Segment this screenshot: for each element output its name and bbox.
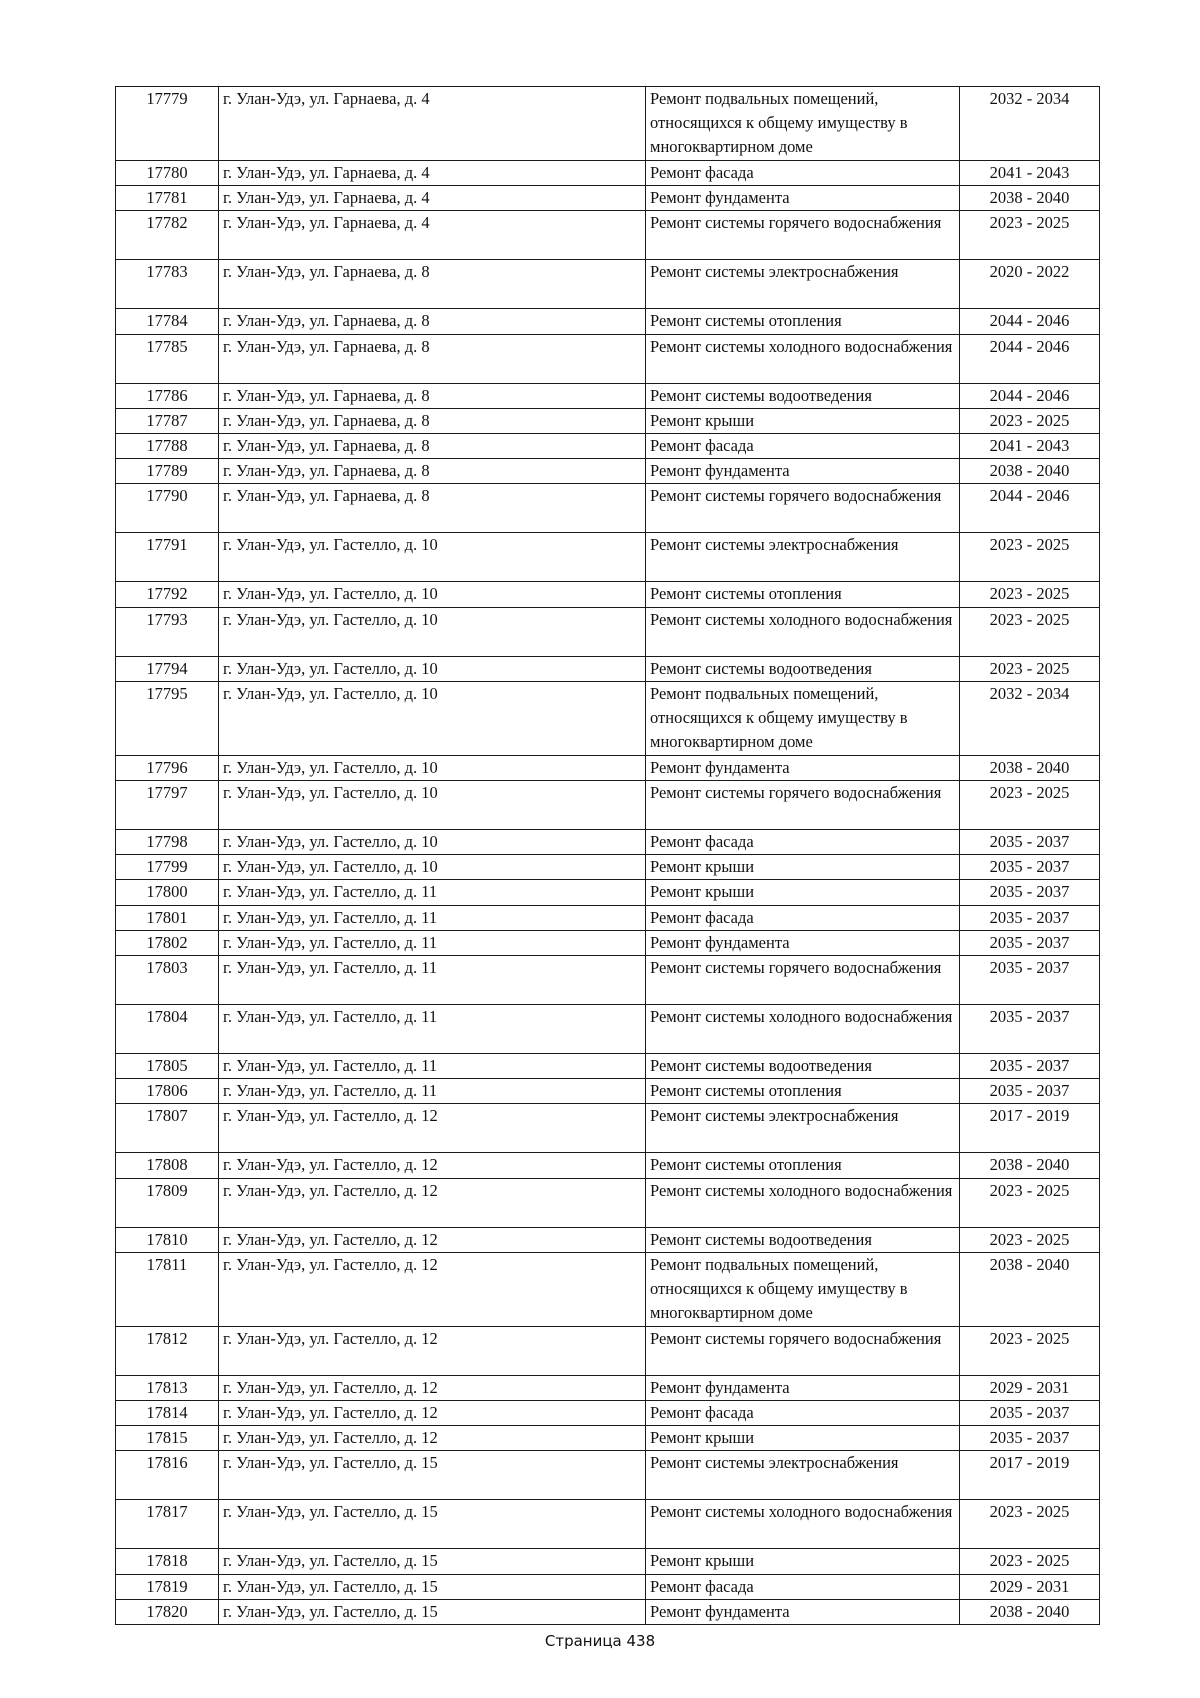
period-cell: 2023 - 2025 xyxy=(960,607,1100,656)
table-row xyxy=(116,186,1100,211)
row-number: 17786 xyxy=(116,383,219,408)
address-cell: г. Улан-Удэ, ул. Гарнаева, д. 8 xyxy=(219,309,646,334)
row-number: 17790 xyxy=(116,484,219,533)
row-number: 17801 xyxy=(116,905,219,930)
work-type-cell: Ремонт подвальных помещений, относящихся к общему имуществу в многоквартирном доме xyxy=(646,1252,960,1326)
period-cell: 2041 - 2043 xyxy=(960,434,1100,459)
work-type-cell: Ремонт системы водоотведения xyxy=(646,383,960,408)
work-type-cell: Ремонт системы отопления xyxy=(646,582,960,607)
period-cell: 2020 - 2022 xyxy=(960,260,1100,309)
row-number: 17799 xyxy=(116,855,219,880)
address-cell: г. Улан-Удэ, ул. Гастелло, д. 11 xyxy=(219,905,646,930)
table-row xyxy=(116,1500,1100,1549)
address-cell: г. Улан-Удэ, ул. Гастелло, д. 12 xyxy=(219,1252,646,1326)
table-body xyxy=(116,87,1100,1625)
period-cell: 2044 - 2046 xyxy=(960,484,1100,533)
table-row xyxy=(116,1599,1100,1624)
row-number: 17818 xyxy=(116,1549,219,1574)
table-row xyxy=(116,1401,1100,1426)
table-row xyxy=(116,434,1100,459)
table-row xyxy=(116,1227,1100,1252)
row-number: 17805 xyxy=(116,1054,219,1079)
work-type-cell: Ремонт системы водоотведения xyxy=(646,1054,960,1079)
capital-repair-table xyxy=(115,86,1100,1625)
address-cell: г. Улан-Удэ, ул. Гарнаева, д. 4 xyxy=(219,211,646,260)
table-row xyxy=(116,1451,1100,1500)
table-row xyxy=(116,211,1100,260)
table-row xyxy=(116,905,1100,930)
period-cell: 2035 - 2037 xyxy=(960,1079,1100,1104)
row-number: 17783 xyxy=(116,260,219,309)
work-type-cell: Ремонт крыши xyxy=(646,1549,960,1574)
period-cell: 2023 - 2025 xyxy=(960,1549,1100,1574)
work-type-cell: Ремонт системы электроснабжения xyxy=(646,260,960,309)
period-cell: 2041 - 2043 xyxy=(960,161,1100,186)
page-number: Страница 438 xyxy=(544,1632,656,1650)
period-cell: 2038 - 2040 xyxy=(960,755,1100,780)
row-number: 17798 xyxy=(116,830,219,855)
period-cell: 2032 - 2034 xyxy=(960,87,1100,161)
work-type-cell: Ремонт фасада xyxy=(646,905,960,930)
address-cell: г. Улан-Удэ, ул. Гастелло, д. 15 xyxy=(219,1500,646,1549)
address-cell: г. Улан-Удэ, ул. Гарнаева, д. 8 xyxy=(219,408,646,433)
table-row xyxy=(116,1104,1100,1153)
period-cell: 2038 - 2040 xyxy=(960,1153,1100,1178)
period-cell: 2044 - 2046 xyxy=(960,309,1100,334)
work-type-cell: Ремонт фасада xyxy=(646,1401,960,1426)
table-row xyxy=(116,781,1100,830)
table-row xyxy=(116,484,1100,533)
address-cell: г. Улан-Удэ, ул. Гастелло, д. 11 xyxy=(219,956,646,1005)
work-type-cell: Ремонт фундамента xyxy=(646,186,960,211)
period-cell: 2035 - 2037 xyxy=(960,830,1100,855)
table-row xyxy=(116,87,1100,161)
period-cell: 2038 - 2040 xyxy=(960,459,1100,484)
row-number: 17804 xyxy=(116,1005,219,1054)
address-cell: г. Улан-Удэ, ул. Гастелло, д. 15 xyxy=(219,1574,646,1599)
address-cell: г. Улан-Удэ, ул. Гастелло, д. 12 xyxy=(219,1326,646,1375)
row-number: 17820 xyxy=(116,1599,219,1624)
period-cell: 2038 - 2040 xyxy=(960,1252,1100,1326)
table-row xyxy=(116,1549,1100,1574)
table-row xyxy=(116,830,1100,855)
address-cell: г. Улан-Удэ, ул. Гарнаева, д. 4 xyxy=(219,161,646,186)
table-row xyxy=(116,1326,1100,1375)
period-cell: 2032 - 2034 xyxy=(960,681,1100,755)
row-number: 17787 xyxy=(116,408,219,433)
table-row xyxy=(116,309,1100,334)
period-cell: 2038 - 2040 xyxy=(960,186,1100,211)
row-number: 17809 xyxy=(116,1178,219,1227)
work-type-cell: Ремонт системы горячего водоснабжения xyxy=(646,956,960,1005)
row-number: 17797 xyxy=(116,781,219,830)
row-number: 17782 xyxy=(116,211,219,260)
address-cell: г. Улан-Удэ, ул. Гастелло, д. 10 xyxy=(219,755,646,780)
work-type-cell: Ремонт крыши xyxy=(646,880,960,905)
address-cell: г. Улан-Удэ, ул. Гастелло, д. 10 xyxy=(219,855,646,880)
period-cell: 2023 - 2025 xyxy=(960,1500,1100,1549)
table-row xyxy=(116,582,1100,607)
address-cell: г. Улан-Удэ, ул. Гарнаева, д. 8 xyxy=(219,434,646,459)
address-cell: г. Улан-Удэ, ул. Гастелло, д. 12 xyxy=(219,1153,646,1178)
work-type-cell: Ремонт фасада xyxy=(646,830,960,855)
work-type-cell: Ремонт системы отопления xyxy=(646,1079,960,1104)
table-row xyxy=(116,755,1100,780)
period-cell: 2035 - 2037 xyxy=(960,905,1100,930)
table-row xyxy=(116,681,1100,755)
row-number: 17814 xyxy=(116,1401,219,1426)
address-cell: г. Улан-Удэ, ул. Гастелло, д. 10 xyxy=(219,582,646,607)
work-type-cell: Ремонт системы горячего водоснабжения xyxy=(646,484,960,533)
table-row xyxy=(116,1005,1100,1054)
period-cell: 2023 - 2025 xyxy=(960,1227,1100,1252)
row-number: 17815 xyxy=(116,1426,219,1451)
work-type-cell: Ремонт фасада xyxy=(646,1574,960,1599)
address-cell: г. Улан-Удэ, ул. Гастелло, д. 11 xyxy=(219,930,646,955)
table-row xyxy=(116,1252,1100,1326)
address-cell: г. Улан-Удэ, ул. Гарнаева, д. 8 xyxy=(219,334,646,383)
address-cell: г. Улан-Удэ, ул. Гастелло, д. 11 xyxy=(219,1079,646,1104)
row-number: 17791 xyxy=(116,533,219,582)
address-cell: г. Улан-Удэ, ул. Гастелло, д. 12 xyxy=(219,1178,646,1227)
table-row xyxy=(116,1054,1100,1079)
table-row xyxy=(116,459,1100,484)
address-cell: г. Улан-Удэ, ул. Гастелло, д. 12 xyxy=(219,1375,646,1400)
address-cell: г. Улан-Удэ, ул. Гастелло, д. 12 xyxy=(219,1104,646,1153)
period-cell: 2035 - 2037 xyxy=(960,930,1100,955)
row-number: 17817 xyxy=(116,1500,219,1549)
row-number: 17789 xyxy=(116,459,219,484)
table-row xyxy=(116,260,1100,309)
work-type-cell: Ремонт системы электроснабжения xyxy=(646,533,960,582)
period-cell: 2023 - 2025 xyxy=(960,1326,1100,1375)
table-row xyxy=(116,383,1100,408)
row-number: 17802 xyxy=(116,930,219,955)
period-cell: 2023 - 2025 xyxy=(960,582,1100,607)
work-type-cell: Ремонт системы горячего водоснабжения xyxy=(646,1326,960,1375)
row-number: 17788 xyxy=(116,434,219,459)
row-number: 17806 xyxy=(116,1079,219,1104)
period-cell: 2044 - 2046 xyxy=(960,334,1100,383)
table-row xyxy=(116,930,1100,955)
table-row xyxy=(116,1426,1100,1451)
work-type-cell: Ремонт подвальных помещений, относящихся к общему имуществу в многоквартирном доме xyxy=(646,681,960,755)
row-number: 17813 xyxy=(116,1375,219,1400)
table-row xyxy=(116,1574,1100,1599)
table-row xyxy=(116,334,1100,383)
row-number: 17811 xyxy=(116,1252,219,1326)
period-cell: 2035 - 2037 xyxy=(960,1005,1100,1054)
period-cell: 2038 - 2040 xyxy=(960,1599,1100,1624)
period-cell: 2023 - 2025 xyxy=(960,211,1100,260)
work-type-cell: Ремонт системы холодного водоснабжения xyxy=(646,1500,960,1549)
work-type-cell: Ремонт системы отопления xyxy=(646,1153,960,1178)
row-number: 17800 xyxy=(116,880,219,905)
row-number: 17792 xyxy=(116,582,219,607)
row-number: 17816 xyxy=(116,1451,219,1500)
address-cell: г. Улан-Удэ, ул. Гастелло, д. 11 xyxy=(219,1005,646,1054)
period-cell: 2029 - 2031 xyxy=(960,1375,1100,1400)
address-cell: г. Улан-Удэ, ул. Гастелло, д. 10 xyxy=(219,681,646,755)
work-type-cell: Ремонт фундамента xyxy=(646,459,960,484)
work-type-cell: Ремонт системы водоотведения xyxy=(646,656,960,681)
row-number: 17808 xyxy=(116,1153,219,1178)
row-number: 17819 xyxy=(116,1574,219,1599)
period-cell: 2035 - 2037 xyxy=(960,855,1100,880)
work-type-cell: Ремонт фасада xyxy=(646,434,960,459)
address-cell: г. Улан-Удэ, ул. Гастелло, д. 11 xyxy=(219,1054,646,1079)
address-cell: г. Улан-Удэ, ул. Гастелло, д. 12 xyxy=(219,1426,646,1451)
work-type-cell: Ремонт системы холодного водоснабжения xyxy=(646,607,960,656)
address-cell: г. Улан-Удэ, ул. Гастелло, д. 10 xyxy=(219,781,646,830)
period-cell: 2035 - 2037 xyxy=(960,1401,1100,1426)
row-number: 17781 xyxy=(116,186,219,211)
row-number: 17785 xyxy=(116,334,219,383)
address-cell: г. Улан-Удэ, ул. Гарнаева, д. 4 xyxy=(219,186,646,211)
work-type-cell: Ремонт фундамента xyxy=(646,755,960,780)
table-row xyxy=(116,1178,1100,1227)
table-row xyxy=(116,880,1100,905)
work-type-cell: Ремонт системы холодного водоснабжения xyxy=(646,1005,960,1054)
work-type-cell: Ремонт системы электроснабжения xyxy=(646,1451,960,1500)
document-page xyxy=(115,86,1099,1625)
period-cell: 2035 - 2037 xyxy=(960,880,1100,905)
work-type-cell: Ремонт системы холодного водоснабжения xyxy=(646,1178,960,1227)
work-type-cell: Ремонт крыши xyxy=(646,1426,960,1451)
table-row xyxy=(116,1079,1100,1104)
period-cell: 2035 - 2037 xyxy=(960,1054,1100,1079)
work-type-cell: Ремонт системы электроснабжения xyxy=(646,1104,960,1153)
period-cell: 2023 - 2025 xyxy=(960,656,1100,681)
row-number: 17807 xyxy=(116,1104,219,1153)
work-type-cell: Ремонт фундамента xyxy=(646,1599,960,1624)
address-cell: г. Улан-Удэ, ул. Гастелло, д. 12 xyxy=(219,1227,646,1252)
table-row xyxy=(116,1153,1100,1178)
work-type-cell: Ремонт системы холодного водоснабжения xyxy=(646,334,960,383)
period-cell: 2017 - 2019 xyxy=(960,1104,1100,1153)
work-type-cell: Ремонт крыши xyxy=(646,855,960,880)
period-cell: 2029 - 2031 xyxy=(960,1574,1100,1599)
work-type-cell: Ремонт системы отопления xyxy=(646,309,960,334)
address-cell: г. Улан-Удэ, ул. Гастелло, д. 10 xyxy=(219,533,646,582)
period-cell: 2023 - 2025 xyxy=(960,408,1100,433)
address-cell: г. Улан-Удэ, ул. Гастелло, д. 10 xyxy=(219,830,646,855)
address-cell: г. Улан-Удэ, ул. Гарнаева, д. 4 xyxy=(219,87,646,161)
row-number: 17780 xyxy=(116,161,219,186)
period-cell: 2023 - 2025 xyxy=(960,781,1100,830)
address-cell: г. Улан-Удэ, ул. Гастелло, д. 15 xyxy=(219,1599,646,1624)
address-cell: г. Улан-Удэ, ул. Гастелло, д. 15 xyxy=(219,1549,646,1574)
table-row xyxy=(116,607,1100,656)
work-type-cell: Ремонт фасада xyxy=(646,161,960,186)
address-cell: г. Улан-Удэ, ул. Гастелло, д. 10 xyxy=(219,656,646,681)
row-number: 17784 xyxy=(116,309,219,334)
table-row xyxy=(116,855,1100,880)
table-row xyxy=(116,956,1100,1005)
work-type-cell: Ремонт системы водоотведения xyxy=(646,1227,960,1252)
address-cell: г. Улан-Удэ, ул. Гастелло, д. 15 xyxy=(219,1451,646,1500)
work-type-cell: Ремонт фундамента xyxy=(646,1375,960,1400)
work-type-cell: Ремонт системы горячего водоснабжения xyxy=(646,211,960,260)
address-cell: г. Улан-Удэ, ул. Гастелло, д. 10 xyxy=(219,607,646,656)
address-cell: г. Улан-Удэ, ул. Гарнаева, д. 8 xyxy=(219,383,646,408)
work-type-cell: Ремонт крыши xyxy=(646,408,960,433)
period-cell: 2035 - 2037 xyxy=(960,1426,1100,1451)
work-type-cell: Ремонт системы горячего водоснабжения xyxy=(646,781,960,830)
table-row xyxy=(116,408,1100,433)
address-cell: г. Улан-Удэ, ул. Гарнаева, д. 8 xyxy=(219,260,646,309)
row-number: 17812 xyxy=(116,1326,219,1375)
period-cell: 2044 - 2046 xyxy=(960,383,1100,408)
table-row xyxy=(116,1375,1100,1400)
address-cell: г. Улан-Удэ, ул. Гарнаева, д. 8 xyxy=(219,459,646,484)
period-cell: 2023 - 2025 xyxy=(960,1178,1100,1227)
work-type-cell: Ремонт фундамента xyxy=(646,930,960,955)
table-row xyxy=(116,161,1100,186)
row-number: 17793 xyxy=(116,607,219,656)
address-cell: г. Улан-Удэ, ул. Гарнаева, д. 8 xyxy=(219,484,646,533)
address-cell: г. Улан-Удэ, ул. Гастелло, д. 11 xyxy=(219,880,646,905)
table-row xyxy=(116,533,1100,582)
work-type-cell: Ремонт подвальных помещений, относящихся к общему имуществу в многоквартирном доме xyxy=(646,87,960,161)
row-number: 17810 xyxy=(116,1227,219,1252)
address-cell: г. Улан-Удэ, ул. Гастелло, д. 12 xyxy=(219,1401,646,1426)
period-cell: 2017 - 2019 xyxy=(960,1451,1100,1500)
row-number: 17795 xyxy=(116,681,219,755)
period-cell: 2023 - 2025 xyxy=(960,533,1100,582)
table-row xyxy=(116,656,1100,681)
row-number: 17779 xyxy=(116,87,219,161)
row-number: 17803 xyxy=(116,956,219,1005)
row-number: 17796 xyxy=(116,755,219,780)
row-number: 17794 xyxy=(116,656,219,681)
period-cell: 2035 - 2037 xyxy=(960,956,1100,1005)
